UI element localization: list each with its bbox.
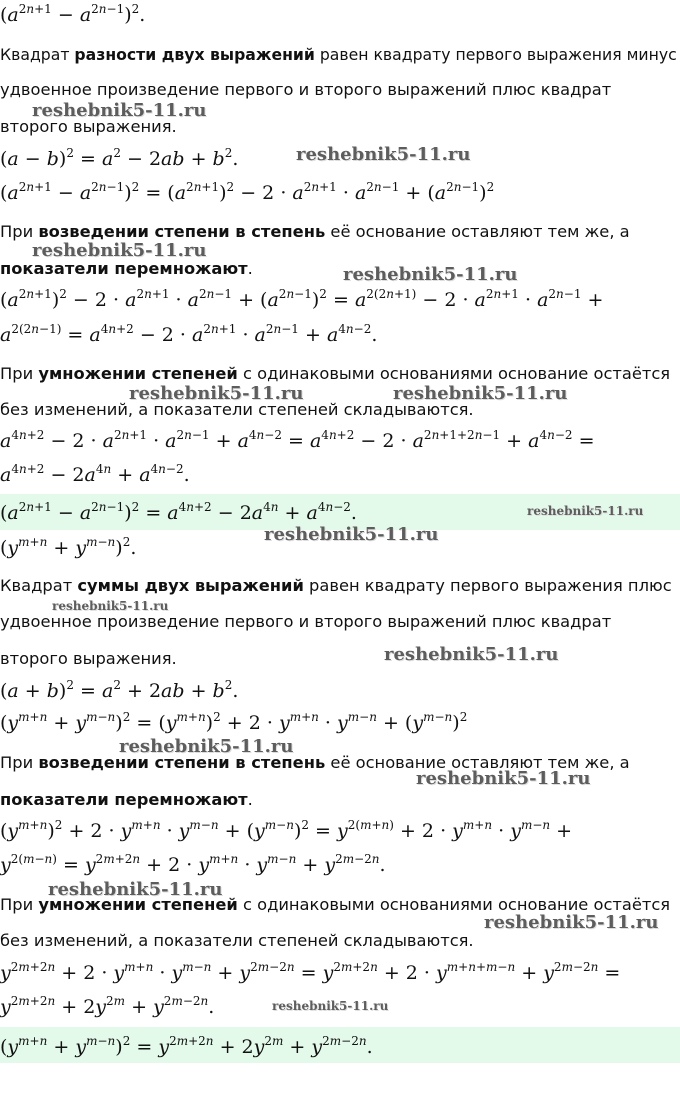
square-diff-rule-line1: Квадрат разности двух выражений равен квадрату первого выражения минус <box>0 45 677 64</box>
watermark: reshebnik5-11.ru <box>48 879 223 900</box>
power-rule-line1: При возведении степени в степень её основание оставляют тем же, а <box>0 222 630 241</box>
watermark: reshebnik5-11.ru <box>264 524 439 545</box>
formula-square-sum: $(a + b)^2 = a^2 + 2ab + b^2$. <box>0 678 239 702</box>
formula-power-1a: $(a^{2n+1})^2 - 2 \cdot a^{2n+1} \cdot a^{2n-1} + (a^{2n-1})^2 = a^{2(2n+1)} - 2 \cdot a^{2n+1} \cdot a^{2n-1}$ + <box>0 287 604 311</box>
square-diff-rule-line2: удвоенное произведение первого и второго выражений плюс квадрат <box>0 80 612 99</box>
watermark: reshebnik5-11.ru <box>393 383 568 404</box>
formula-expand-2: $(y^{m+n} + y^{m-n})^2 = (y^{m+n})^2 + 2 \cdot y^{m+n} \cdot y^{m-n} + (y^{m-n})^2$ <box>0 710 468 734</box>
square-diff-rule-line3: второго выражения. <box>0 117 177 136</box>
watermark: reshebnik5-11.ru <box>343 264 518 285</box>
answer-2: $(y^{m+n} + y^{m-n})^2 = y^{2m+2n} + 2y^{2m} + y^{2m-2n}$. <box>0 1034 373 1058</box>
formula-mult-1b: $a^{4n+2} - 2a^{4n} + a^{4n-2}$. <box>0 462 190 486</box>
power-rule-2-line1: При возведении степени в степень её основание оставляют тем же, а <box>0 753 630 772</box>
formula-mult-2a: $y^{2m+2n} + 2 \cdot y^{m+n} \cdot y^{m-n} + y^{2m-2n} = y^{2m+2n} + 2 \cdot y^{m+n+m-n} + y^{2m-2n}$ = <box>0 960 621 984</box>
mult-rule-line2: без изменений, а показатели степеней складываются. <box>0 400 474 419</box>
formula-power-1b: $a^{2(2n-1)} = a^{4n+2} - 2 \cdot a^{2n+1} \cdot a^{2n-1} + a^{4n-2}$. <box>0 322 378 346</box>
formula-mult-1a: $a^{4n+2} - 2 \cdot a^{2n+1} \cdot a^{2n-1} + a^{4n-2} = a^{4n+2} - 2 \cdot a^{2n+1+2n-1} + a^{4n-2}$ = <box>0 428 595 452</box>
watermark: reshebnik5-11.ru <box>32 240 207 261</box>
formula-square-diff: $(a - b)^2 = a^2 - 2ab + b^2$. <box>0 146 239 170</box>
answer-1: $(a^{2n+1} - a^{2n-1})^2 = a^{4n+2} - 2a^{4n} + a^{4n-2}$. <box>0 500 357 524</box>
formula-power-2a: $(y^{m+n})^2 + 2 \cdot y^{m+n} \cdot y^{m-n} + (y^{m-n})^2 = y^{2(m+n)} + 2 \cdot y^{m+n} \cdot y^{m-n}$ + <box>0 818 573 842</box>
watermark: reshebnik5-11.ru <box>272 999 389 1013</box>
expression-header-1: $(a^{2n+1} - a^{2n-1})^2$. <box>0 2 146 26</box>
mult-rule-2-line2: без изменений, а показатели степеней складываются. <box>0 931 474 950</box>
power-rule-line2: показатели перемножают. <box>0 259 253 278</box>
formula-expand-1: $(a^{2n+1} - a^{2n-1})^2 = (a^{2n+1})^2 - 2 \cdot a^{2n+1} \cdot a^{2n-1} + (a^{2n-1})^2$ <box>0 180 495 204</box>
watermark: reshebnik5-11.ru <box>52 599 169 613</box>
mult-rule-line1: При умножении степеней с одинаковыми основаниями основание остаётся <box>0 364 671 383</box>
expression-header-2: $(y^{m+n} + y^{m-n})^2$. <box>0 535 137 559</box>
watermark: reshebnik5-11.ru <box>384 644 559 665</box>
watermark: reshebnik5-11.ru <box>129 383 304 404</box>
watermark: reshebnik5-11.ru <box>527 504 644 518</box>
square-sum-rule-line1: Квадрат суммы двух выражений равен квадрату первого выражения плюс <box>0 576 672 595</box>
watermark: reshebnik5-11.ru <box>484 912 659 933</box>
watermark: reshebnik5-11.ru <box>416 768 591 789</box>
square-sum-rule-line2: удвоенное произведение первого и второго выражений плюс квадрат <box>0 612 612 631</box>
watermark: reshebnik5-11.ru <box>119 736 294 757</box>
watermark: reshebnik5-11.ru <box>296 144 471 165</box>
formula-mult-2b: $y^{2m+2n} + 2y^{2m} + y^{2m-2n}$. <box>0 994 215 1018</box>
watermark: reshebnik5-11.ru <box>32 100 207 121</box>
power-rule-2-line2: показатели перемножают. <box>0 790 253 809</box>
mult-rule-2-line1: При умножении степеней с одинаковыми основаниями основание остаётся <box>0 895 671 914</box>
square-sum-rule-line3: второго выражения. <box>0 649 177 668</box>
formula-power-2b: $y^{2(m-n)} = y^{2m+2n} + 2 \cdot y^{m+n} \cdot y^{m-n} + y^{2m-2n}$. <box>0 852 386 876</box>
